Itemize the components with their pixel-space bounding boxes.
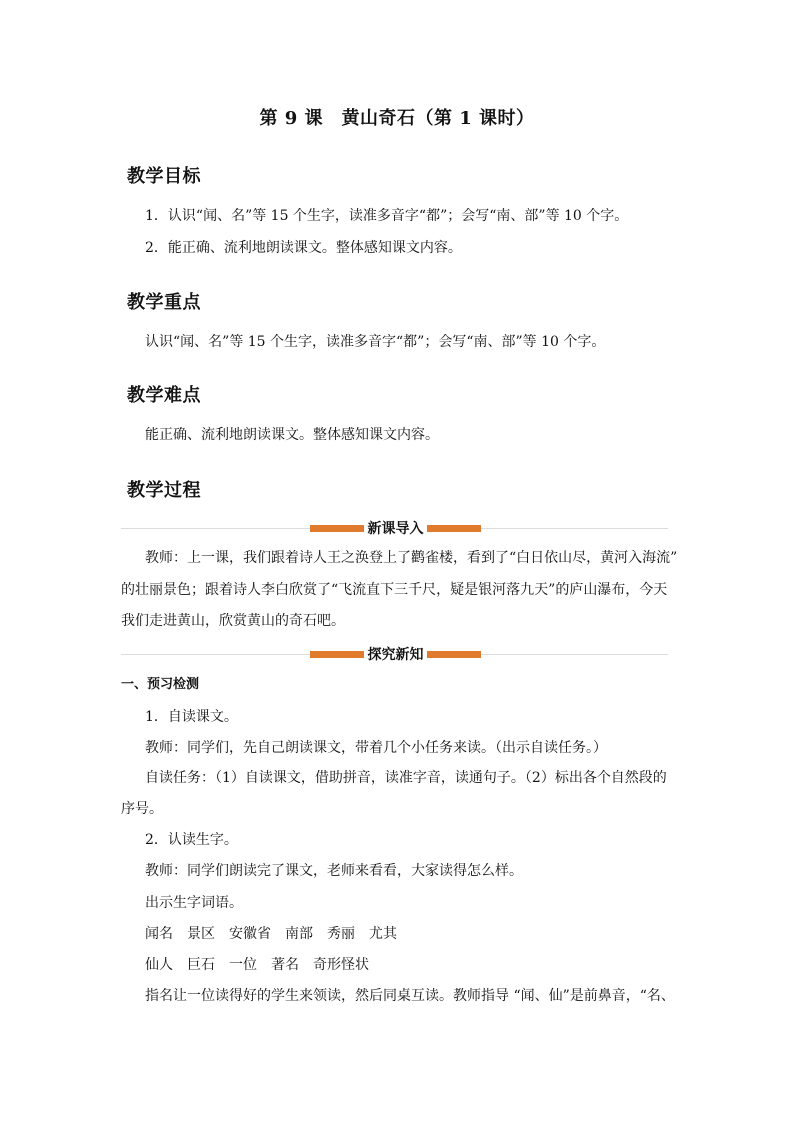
intro-line: 我们走进黄山，欣赏黄山的奇石吧。	[121, 613, 345, 629]
intro-line: 的壮丽景色；跟着诗人李白欣赏了“飞流直下三千尺，疑是银河落九天”的庐山瀑布，今天	[121, 582, 668, 598]
section-heading-goals	[127, 162, 201, 188]
difficult-text: 能正确、流利地朗读课文。整体感知课文内容。	[145, 427, 439, 443]
sub-heading: 一、预习检测	[121, 677, 200, 692]
key-text: 认识“闻、名”等 15 个生字，读准多音字“都”；会写“南、部”等 10 个字。	[145, 334, 606, 350]
banner-label: 探究新知	[364, 644, 427, 664]
banner-label: 新课导入	[364, 518, 427, 538]
banner-accent-right	[427, 525, 481, 532]
banner-accent-right	[427, 651, 481, 658]
body-line: 指名让一位读得好的学生来领读，然后同桌互读。教师指导 “闻、仙”是前鼻音，“名、	[145, 988, 675, 1004]
body-line: 教师：同学们，先自己朗读课文，带着几个小任务来读。（出示自读任务。）	[145, 740, 607, 756]
body-line: 自读任务：（1）自读课文，借助拼音，读准字音，读通句子。（2）标出各个自然段的	[145, 770, 667, 786]
section-heading-key	[127, 288, 201, 314]
section-heading-difficult	[127, 381, 201, 407]
intro-line: 教师：上一课，我们跟着诗人王之涣登上了鹳雀楼，看到了“白日依山尽，黄河入海流”	[145, 550, 678, 566]
banner-new-lesson	[121, 521, 668, 535]
goal-item: 1．认识“闻、名”等 15 个生字，读准多音字“都”；会写“南、部”等 10 个字。	[145, 208, 629, 224]
banner-accent-left	[310, 525, 364, 532]
section-heading-text: 教学重点	[127, 292, 201, 313]
banner-accent-left	[310, 651, 364, 658]
lesson-title: 第 9 课 黄山奇石（第 1 课时）	[259, 108, 535, 129]
body-line: 序号。	[121, 801, 163, 817]
banner-explore	[121, 647, 668, 661]
vocab-line: 仙人 巨石 一位 著名 奇形怪状	[145, 957, 369, 973]
body-line: 1．自读课文。	[145, 709, 238, 725]
section-heading-text: 教学目标	[127, 166, 201, 187]
body-line: 教师：同学们朗读完了课文，老师来看看，大家读得怎么样。	[145, 863, 523, 879]
body-line: 出示生字词语。	[145, 895, 243, 911]
section-heading-text: 教学难点	[127, 385, 201, 406]
section-heading-text: 教学过程	[127, 480, 201, 501]
body-line: 2．认读生字。	[145, 832, 238, 848]
goal-item: 2．能正确、流利地朗读课文。整体感知课文内容。	[145, 240, 462, 256]
vocab-line: 闻名 景区 安徽省 南部 秀丽 尤其	[145, 926, 397, 942]
section-heading-process	[127, 476, 201, 502]
